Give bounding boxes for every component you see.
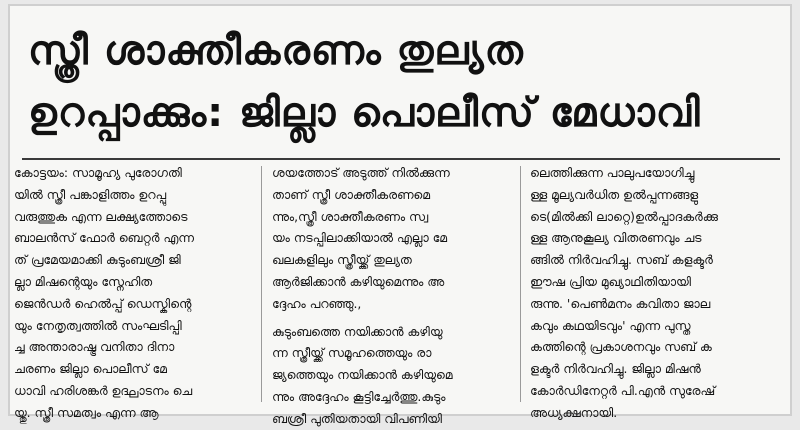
column-line: ജെൻഡർ ഹെൽപ്പ് ഡെസ്കിന്റെ [14, 295, 192, 311]
article-column-3 [530, 162, 766, 424]
column-line: ന്നും,സ്ത്രീ ശാക്തീകരണം സ്വ [272, 208, 429, 224]
column-line: കോർഡിനേറ്റർ പി.എൻ സുരേഷ് [530, 382, 716, 398]
column-line: വരുത്തുക എന്ന ലക്ഷ്യത്തോടെ [14, 208, 188, 224]
column-line: ഈഷ പ്രിയ മുഖ്യാഥിതിയായി [530, 273, 691, 289]
column-separator [261, 166, 262, 402]
column-line: ബാലൻസ് ഫോർ ബെറ്റർ എന്ന [14, 230, 194, 246]
column-line: ത് പ്രമേയമാക്കി കുടുംബശ്രീ ജി [14, 252, 181, 268]
column-line: കവും കഥയിടവും' എന്ന പുസ്ത [530, 317, 691, 333]
headline-line-1: സ്ത്രീ ശാക്തീകരണം തുല്യത [28, 28, 524, 74]
column-line: യം നടപ്പിലാക്കിയാൽ എല്ലാ മേ [272, 230, 448, 246]
column-line: കുടുംബത്തെ നയിക്കാൻ കഴിയു [272, 323, 443, 339]
column-line: ലെത്തിക്കുന്ന പാലുപയോഗിച്ചു [530, 165, 695, 180]
column-line: ന്ന സ്ത്രീയ്ക്ക് സമൂഹത്തെയും രാ [272, 345, 432, 361]
column-line: യും നേതൃത്വത്തിൽ സംഘടിപ്പി [14, 317, 182, 333]
column-line: ശയത്തോട് അടുത്ത് നിൽക്കുന്ന [272, 165, 450, 180]
column-line: യ്തു. സ്ത്രീ സമത്വം എന്ന ആ [14, 404, 159, 420]
column-line: ല്ലാ മിഷന്റെയും സ്നേഹിത [14, 273, 153, 289]
article-column-2 [272, 162, 508, 430]
column-line: ങ്ങിൽ നിർവഹിച്ചു. സബ് കളക്ടർ [530, 252, 713, 268]
column-line: ബശ്രീ പുതിയതായി വിപണിയി [272, 410, 442, 426]
column-line: ടെ(മിൽക്കി ലാറ്റെ)ഉൽപ്പാദകർക്കു [530, 208, 718, 224]
column-line: ളക്ടർ നിർവഹിച്ചു. ജില്ലാ മിഷൻ [530, 361, 701, 377]
column-line: ജ്യത്തെയും നയിക്കാൻ കഴിയുമെ [272, 367, 453, 383]
column-line: യിൽ സ്ത്രീ പങ്കാളിത്തം ഉറപ്പു [14, 186, 167, 202]
column-line: ള്ള മൂല്യവർധിത ഉൽപ്പന്നങ്ങളു [530, 186, 699, 202]
column-line: ഖലകളിലും സ്ത്രീയ്ക്ക് തുല്യത [272, 252, 412, 268]
column-line: കോട്ടയം: സാമൂഹ്യ പുരോഗതി [14, 165, 182, 180]
column-line: അധ്യക്ഷനായി. [530, 404, 618, 420]
column-line: ചരണം ജില്ലാ പൊലീസ് മേ [14, 361, 167, 377]
column-line: ള്ള ആനുകൂല്യ വിതരണവും ചട [530, 230, 702, 246]
headline-line-2: ഉറപ്പാക്കും: ജില്ലാ പൊലീസ് മേധാവി [28, 90, 701, 136]
column-line: ധാവി ഹരിശങ്കർ ഉദ്ഘാടനം ചെ [14, 382, 193, 398]
column-line: താണ് സ്ത്രീ ശാക്തീകരണമെ [272, 186, 431, 202]
column-line: ച്ച അന്താരാഷ്ട്ര വനിതാ ദിനാ [14, 339, 175, 355]
headline [28, 20, 778, 144]
column-line: ആർജിക്കാൻ കഴിയുമെന്നും അ [272, 273, 445, 289]
column-line: ന്നും അദ്ദേഹം കൂട്ടിച്ചേർത്തു.കുടും [272, 388, 446, 404]
article-column-1 [14, 162, 250, 424]
headline-divider [22, 158, 780, 160]
column-separator [520, 166, 521, 402]
column-line: രുന്നു. 'പെൺമനം കവിതാ ജാല [530, 295, 711, 311]
column-line: കത്തിന്റെ പ്രകാശനവും സബ് ക [530, 339, 712, 355]
column-line: ദ്ദേഹം പറഞ്ഞു., [272, 295, 362, 311]
